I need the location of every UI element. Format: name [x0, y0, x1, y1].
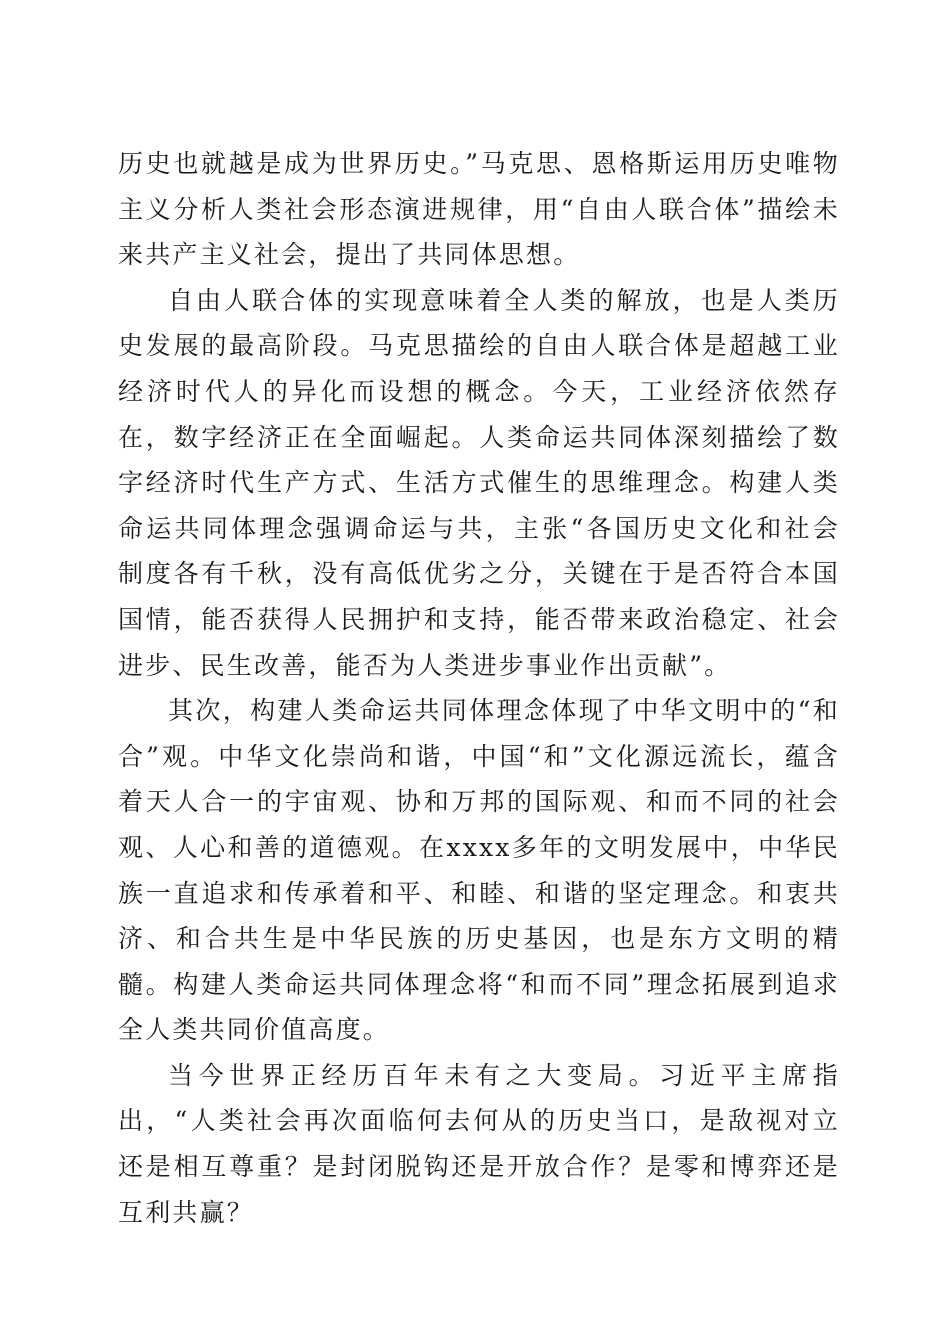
paragraph-1: 历史也就越是成为世界历史。”马克思、恩格斯运用历史唯物主义分析人类社会形态演进规律，用“自由人联合体”描绘未来共产主义社会，提出了共同体思想。 — [118, 149, 840, 270]
paragraph-2: 自由人联合体的实现意味着全人类的解放，也是人类历史发展的最高阶段。马克思描绘的自由人联合体是超越工业经济时代人的异化而设想的概念。今天，工业经济依然存在，数字经济正在全面崛起。人类命运共同体深刻描绘了数字经济时代生产方式、生活方式催生的思维理念。构建人类命运共同体理念强调命运与共，主张“各国历史文化和社会制度各有千秋，没有高低优劣之分，关键在于是否符合本国国情，能否获得人民拥护和支持，能否带来政治稳定、社会进步、民生改善，能否为人类进步事业作出贡献”。 — [118, 285, 840, 680]
paragraph-4: 当今世界正经历百年未有之大变局。习近平主席指出，“人类社会再次面临何去何从的历史当口，是敌视对立还是相互尊重？是封闭脱钩还是开放合作？是零和博弈还是互利共赢？ — [118, 1060, 840, 1227]
document-body — [118, 141, 840, 1235]
paragraph-3: 其次，构建人类命运共同体理念体现了中华文明中的“和合”观。中华文化崇尚和谐，中国“和”文化源远流长，蕴含着天人合一的宇宙观、协和万邦的国际观、和而不同的社会观、人心和善的道德观。在xxxx多年的文明发展中，中华民族一直追求和传承着和平、和睦、和谐的坚定理念。和衷共济、和合共生是中华民族的历史基因，也是东方文明的精髓。构建人类命运共同体理念将“和而不同”理念拓展到追求全人类共同价值高度。 — [118, 696, 840, 1045]
